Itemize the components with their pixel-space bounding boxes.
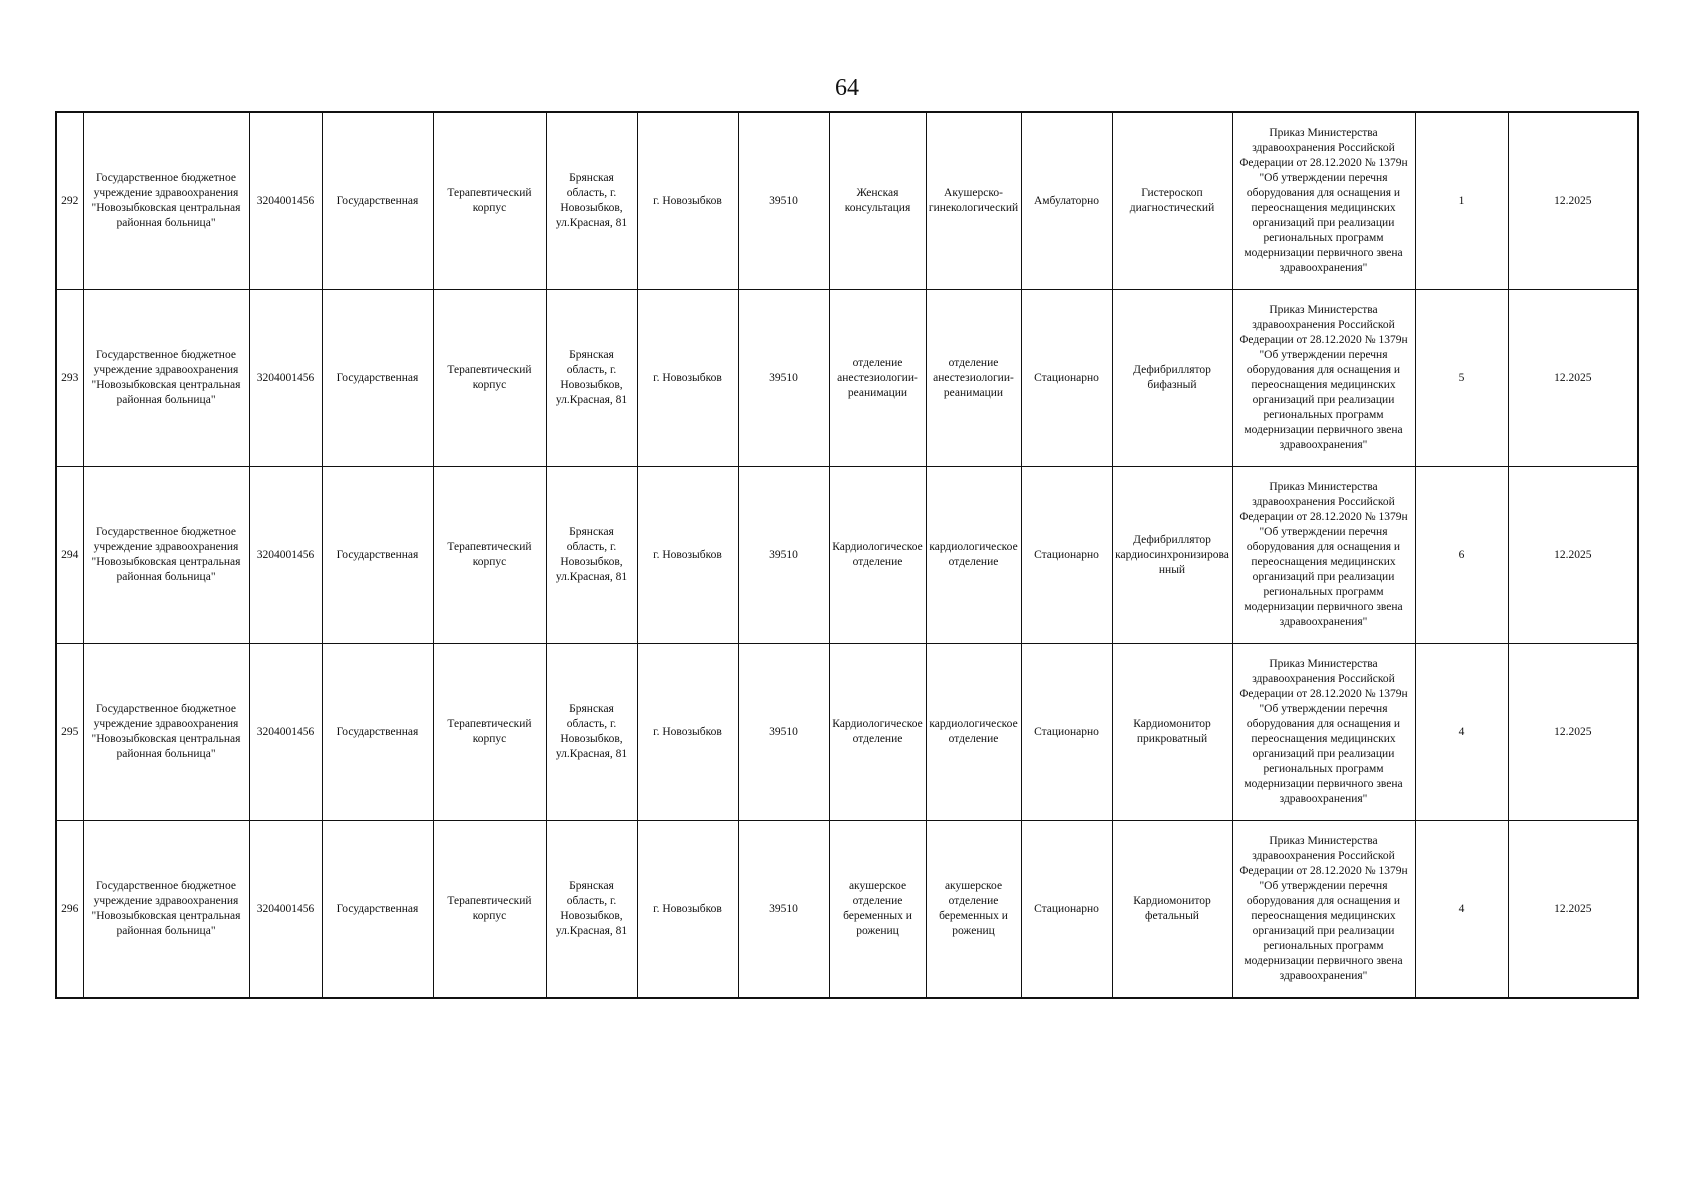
- organization-name: Государственное бюджетное учреждение здравоохранения "Новозыбковская центральная районная больница": [83, 644, 249, 821]
- organization-name: Государственное бюджетное учреждение здравоохранения "Новозыбковская центральная районная больница": [83, 112, 249, 290]
- profile-cell: отделение анестезиологии-реанимации: [926, 290, 1021, 467]
- city-cell: г. Новозыбков: [637, 467, 738, 644]
- care-mode-cell: Стационарно: [1021, 821, 1112, 999]
- inn-cell: 3204001456: [249, 112, 322, 290]
- inn-cell: 3204001456: [249, 821, 322, 999]
- table-row: [56, 290, 1638, 467]
- deadline-cell: 12.2025: [1508, 644, 1638, 821]
- row-number: 293: [56, 290, 83, 467]
- ownership-cell: Государственная: [322, 821, 433, 999]
- profile-cell: Акушерско-гинекологический: [926, 112, 1021, 290]
- ownership-cell: Государственная: [322, 467, 433, 644]
- equipment-cell: Кардиомонитор прикроватный: [1112, 644, 1232, 821]
- table-row: [56, 112, 1638, 290]
- code-cell: 39510: [738, 467, 829, 644]
- row-number: 292: [56, 112, 83, 290]
- code-cell: 39510: [738, 644, 829, 821]
- unit-cell: Кардиологическое отделение: [829, 644, 926, 821]
- deadline-cell: 12.2025: [1508, 467, 1638, 644]
- quantity-cell: 1: [1415, 112, 1508, 290]
- table-row: [56, 644, 1638, 821]
- basis-cell: Приказ Министерства здравоохранения Российской Федерации от 28.12.2020 № 1379н "Об утверждении перечня оборудования для оснащения и переоснащения медицинских организаций при реализации региональных программ модернизации первичного звена здравоохранения": [1232, 112, 1415, 290]
- address-cell: Брянская область, г. Новозыбков, ул.Красная, 81: [546, 821, 637, 999]
- care-mode-cell: Стационарно: [1021, 290, 1112, 467]
- profile-cell: акушерское отделение беременных и рожениц: [926, 821, 1021, 999]
- equipment-table: [55, 111, 1639, 999]
- building-cell: Терапевтический корпус: [433, 290, 546, 467]
- ownership-cell: Государственная: [322, 290, 433, 467]
- ownership-cell: Государственная: [322, 112, 433, 290]
- quantity-cell: 4: [1415, 644, 1508, 821]
- address-cell: Брянская область, г. Новозыбков, ул.Красная, 81: [546, 112, 637, 290]
- table-row: [56, 467, 1638, 644]
- ownership-cell: Государственная: [322, 644, 433, 821]
- basis-cell: Приказ Министерства здравоохранения Российской Федерации от 28.12.2020 № 1379н "Об утверждении перечня оборудования для оснащения и переоснащения медицинских организаций при реализации региональных программ модернизации первичного звена здравоохранения": [1232, 821, 1415, 999]
- equipment-cell: Гистероскоп диагностический: [1112, 112, 1232, 290]
- deadline-cell: 12.2025: [1508, 290, 1638, 467]
- building-cell: Терапевтический корпус: [433, 112, 546, 290]
- address-cell: Брянская область, г. Новозыбков, ул.Красная, 81: [546, 467, 637, 644]
- equipment-cell: Дефибриллятор кардиосинхронизированный: [1112, 467, 1232, 644]
- basis-cell: Приказ Министерства здравоохранения Российской Федерации от 28.12.2020 № 1379н "Об утверждении перечня оборудования для оснащения и переоснащения медицинских организаций при реализации региональных программ модернизации первичного звена здравоохранения": [1232, 290, 1415, 467]
- care-mode-cell: Стационарно: [1021, 644, 1112, 821]
- basis-cell: Приказ Министерства здравоохранения Российской Федерации от 28.12.2020 № 1379н "Об утверждении перечня оборудования для оснащения и переоснащения медицинских организаций при реализации региональных программ модернизации первичного звена здравоохранения": [1232, 467, 1415, 644]
- organization-name: Государственное бюджетное учреждение здравоохранения "Новозыбковская центральная районная больница": [83, 290, 249, 467]
- table-row: [56, 821, 1638, 999]
- row-number: 294: [56, 467, 83, 644]
- building-cell: Терапевтический корпус: [433, 821, 546, 999]
- city-cell: г. Новозыбков: [637, 112, 738, 290]
- city-cell: г. Новозыбков: [637, 821, 738, 999]
- quantity-cell: 6: [1415, 467, 1508, 644]
- table-body: [56, 112, 1638, 998]
- organization-name: Государственное бюджетное учреждение здравоохранения "Новозыбковская центральная районная больница": [83, 467, 249, 644]
- row-number: 296: [56, 821, 83, 999]
- deadline-cell: 12.2025: [1508, 112, 1638, 290]
- unit-cell: Кардиологическое отделение: [829, 467, 926, 644]
- inn-cell: 3204001456: [249, 644, 322, 821]
- organization-name: Государственное бюджетное учреждение здравоохранения "Новозыбковская центральная районная больница": [83, 821, 249, 999]
- unit-cell: акушерское отделение беременных и рожениц: [829, 821, 926, 999]
- city-cell: г. Новозыбков: [637, 290, 738, 467]
- city-cell: г. Новозыбков: [637, 644, 738, 821]
- deadline-cell: 12.2025: [1508, 821, 1638, 999]
- quantity-cell: 5: [1415, 290, 1508, 467]
- row-number: 295: [56, 644, 83, 821]
- profile-cell: кардиологическое отделение: [926, 644, 1021, 821]
- building-cell: Терапевтический корпус: [433, 644, 546, 821]
- building-cell: Терапевтический корпус: [433, 467, 546, 644]
- inn-cell: 3204001456: [249, 467, 322, 644]
- address-cell: Брянская область, г. Новозыбков, ул.Красная, 81: [546, 644, 637, 821]
- unit-cell: Женская консультация: [829, 112, 926, 290]
- care-mode-cell: Амбулаторно: [1021, 112, 1112, 290]
- code-cell: 39510: [738, 112, 829, 290]
- code-cell: 39510: [738, 821, 829, 999]
- inn-cell: 3204001456: [249, 290, 322, 467]
- equipment-cell: Кардиомонитор фетальный: [1112, 821, 1232, 999]
- basis-cell: Приказ Министерства здравоохранения Российской Федерации от 28.12.2020 № 1379н "Об утверждении перечня оборудования для оснащения и переоснащения медицинских организаций при реализации региональных программ модернизации первичного звена здравоохранения": [1232, 644, 1415, 821]
- code-cell: 39510: [738, 290, 829, 467]
- page-number: 64: [835, 75, 859, 101]
- care-mode-cell: Стационарно: [1021, 467, 1112, 644]
- address-cell: Брянская область, г. Новозыбков, ул.Красная, 81: [546, 290, 637, 467]
- profile-cell: кардиологическое отделение: [926, 467, 1021, 644]
- quantity-cell: 4: [1415, 821, 1508, 999]
- unit-cell: отделение анестезиологии-реанимации: [829, 290, 926, 467]
- equipment-cell: Дефибриллятор бифазный: [1112, 290, 1232, 467]
